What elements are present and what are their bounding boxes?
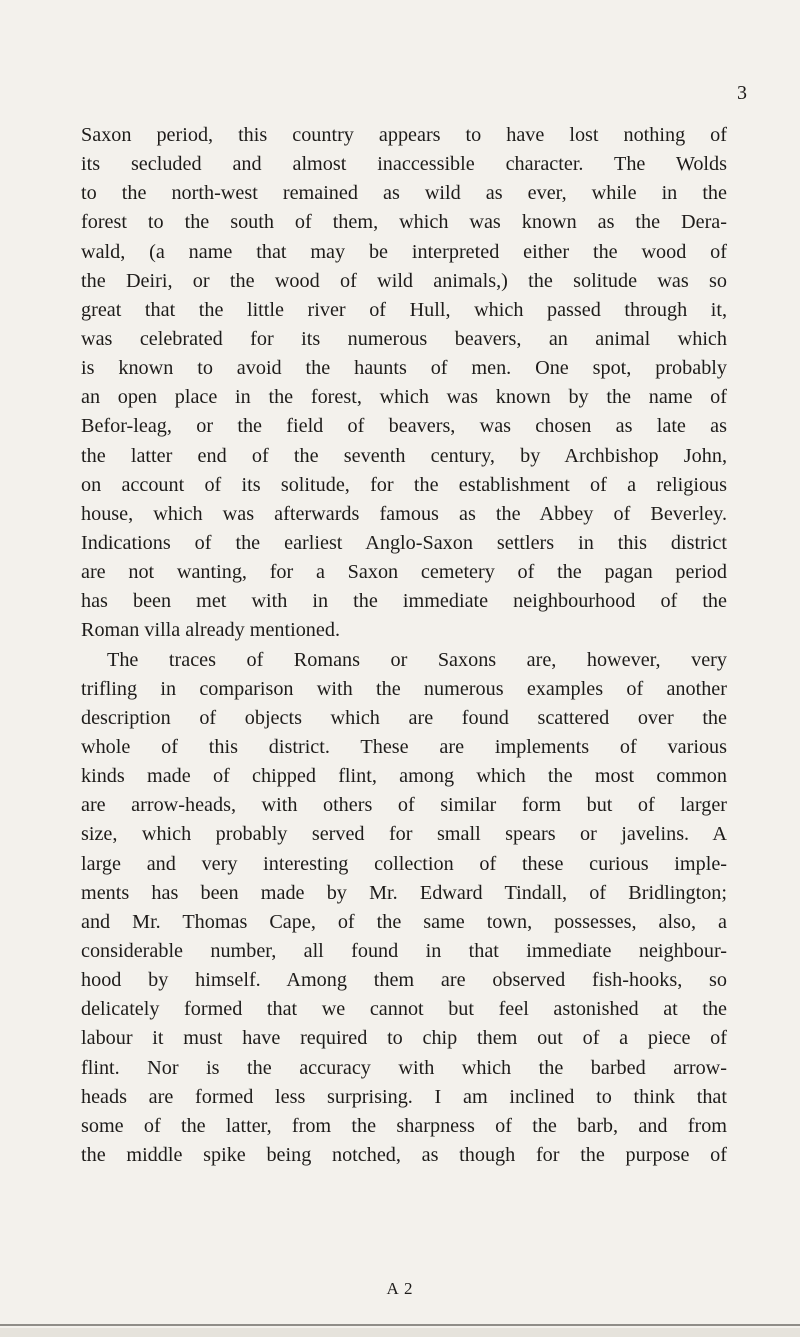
text-line: are not wanting, for a Saxon cemetery of the pagan period <box>81 561 727 584</box>
body-text <box>81 121 727 1170</box>
text-line: is known to avoid the haunts of men. One spot, probably <box>81 357 727 380</box>
text-line: are arrow-heads, with others of similar form but of larger <box>81 794 727 817</box>
text-line: house, which was afterwards famous as the Abbey of Beverley. <box>81 502 727 525</box>
text-line: Indications of the earliest Anglo-Saxon settlers in this district <box>81 531 727 554</box>
text-line: description of objects which are found scattered over the <box>81 706 727 729</box>
text-line: an open place in the forest, which was known by the name of <box>81 386 727 409</box>
text-line: flint. Nor is the accuracy with which the barbed arrow- <box>81 1056 727 1079</box>
text-line: labour it must have required to chip them out of a piece of <box>81 1027 727 1050</box>
text-line: large and very interesting collection of these curious imple- <box>81 852 727 875</box>
text-line: size, which probably served for small spears or javelins. A <box>81 823 727 846</box>
text-line: ments has been made by Mr. Edward Tindall, of Bridlington; <box>81 881 727 904</box>
text-line: whole of this district. These are implements of various <box>81 735 727 758</box>
text-line: Befor-leag, or the field of beavers, was chosen as late as <box>81 415 727 438</box>
text-line: has been met with in the immediate neighbourhood of the <box>81 590 727 613</box>
text-line: trifling in comparison with the numerous examples of another <box>81 677 727 700</box>
text-line: hood by himself. Among them are observed fish-hooks, so <box>81 969 727 992</box>
text-line: the Deiri, or the wood of wild animals,) the solitude was so <box>81 269 727 292</box>
bottom-edge <box>0 1328 800 1337</box>
text-line: heads are formed less surprising. I am inclined to think that <box>81 1085 727 1108</box>
text-line: kinds made of chipped flint, among which the most common <box>81 765 727 788</box>
text-line: and Mr. Thomas Cape, of the same town, possesses, also, a <box>81 910 727 933</box>
text-line: its secluded and almost inaccessible character. The Wolds <box>81 153 727 176</box>
bottom-rule <box>0 1324 800 1326</box>
text-line: forest to the south of them, which was known as the Dera- <box>81 211 727 234</box>
text-line: Saxon period, this country appears to have lost nothing of <box>81 124 727 146</box>
paragraph-end-line: Roman villa already mentioned. <box>81 619 340 642</box>
text-line: on account of its solitude, for the establishment of a religious <box>81 473 727 496</box>
text-line: the middle spike being notched, as though for the purpose of <box>81 1143 727 1166</box>
page-number: 3 <box>737 82 747 104</box>
text-line: great that the little river of Hull, which passed through it, <box>81 298 727 321</box>
text-line: some of the latter, from the sharpness of the barb, and from <box>81 1114 727 1137</box>
text-line: the latter end of the seventh century, by Archbishop John, <box>81 444 727 467</box>
text-line: delicately formed that we cannot but feel astonished at the <box>81 998 727 1021</box>
text-line: to the north-west remained as wild as ever, while in the <box>81 182 727 205</box>
text-line: was celebrated for its numerous beavers, an animal which <box>81 327 727 350</box>
text-line: wald, (a name that may be interpreted either the wood of <box>81 240 727 263</box>
text-line: considerable number, all found in that immediate neighbour- <box>81 939 727 962</box>
signature-mark: A 2 <box>386 1279 414 1298</box>
paragraph-start-line: The traces of Romans or Saxons are, however, very <box>107 648 727 671</box>
